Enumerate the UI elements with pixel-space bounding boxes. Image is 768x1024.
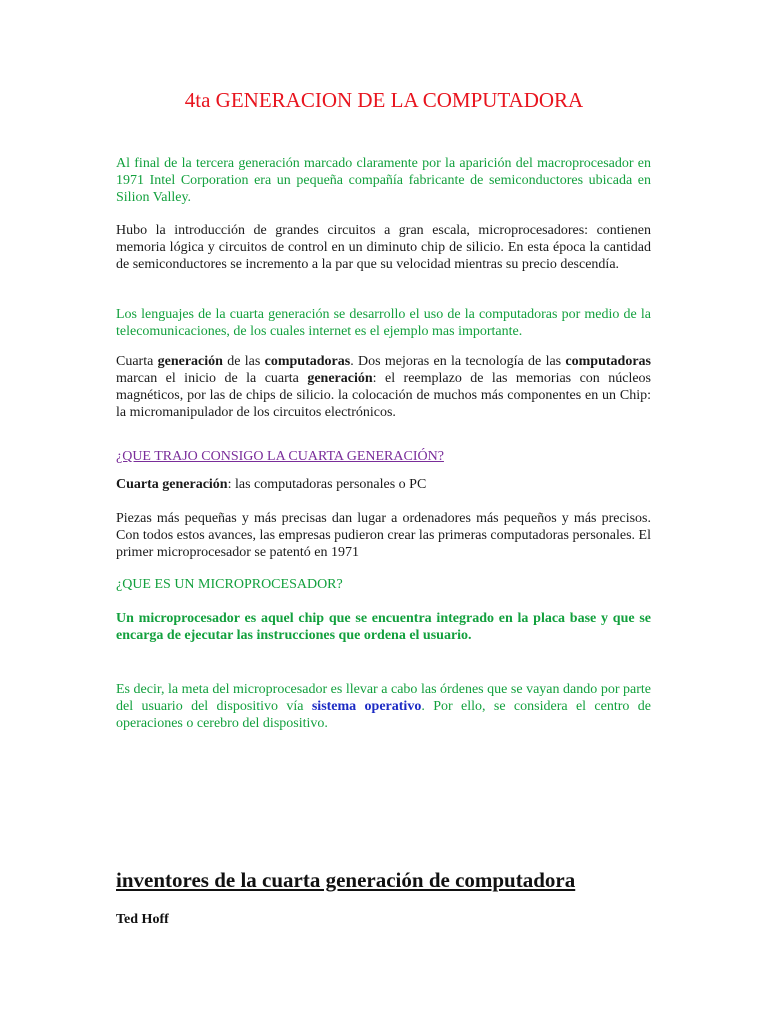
paragraph-microprocessor-definition: Un microprocesador es aquel chip que se encuentra integrado en la placa base y que se encarga de ejecutar las instrucciones que ordena el usuario. [116, 611, 651, 643]
text-run: . Dos mejoras en la tecnología de las [350, 354, 566, 369]
paragraph-circuits: Hubo la introducción de grandes circuitos a gran escala, microprocesadores: contienen memoria lógica y circuitos de control en un diminuto chip de silicio. En esta época la cantidad de semiconductores se incremento a la par que su velocidad mientras su precio descendía. [116, 223, 651, 272]
paragraph-fourth-generation [116, 353, 651, 421]
paragraph-languages: Los lenguajes de la cuarta generación se desarrollo el uso de la computadoras por medio de la telecomunicaciones, de los cuales internet es el ejemplo mas importante. [116, 307, 651, 339]
text-run: de las [222, 354, 265, 369]
question-heading-2: ¿QUE ES UN MICROPROCESADOR? [116, 577, 343, 592]
text-run: : las computadoras personales o PC [227, 477, 427, 492]
inventors-heading: inventores de la cuarta generación de computadora [116, 868, 576, 892]
text-run: : el reemplazo de las memorias con núcleos magnéticos, por las de chips de silicio. la colocación de muchos más componentes en un Chip: la micromanipulador de los circuitos electrónicos. [116, 371, 651, 420]
bold-run: computadoras [264, 354, 351, 369]
bold-run: Cuarta generación [116, 477, 228, 492]
paragraph-smaller-pieces: Piezas más pequeñas y más precisas dan lugar a ordenadores más pequeños y más precisos. Con todos estos avances, las empresas pudieron crear las primeras computadoras personales. El primer microprocesador se patentó en 1971 [116, 511, 651, 560]
inventor-name: Ted Hoff [116, 912, 169, 927]
bold-run: computadoras [565, 354, 651, 369]
bold-run: generación [157, 354, 223, 369]
text-run: Es decir, la meta del microprocesador es llevar a cabo las órdenes que se vayan dando por parte del usuario del dispositivo vía [116, 682, 651, 714]
text-run: . Por ello, se considera el centro de operaciones o cerebro del dispositivo. [116, 699, 651, 731]
operating-system-link[interactable]: sistema operativo [311, 699, 422, 714]
document-title: 4ta GENERACION DE LA COMPUTADORA [184, 88, 584, 112]
paragraph-intro: Al final de la tercera generación marcado claramente por la aparición del macroprocesador en 1971 Intel Corporation era un pequeña compañía fabricante de semiconductores ubicada en Silion Valley. [116, 156, 651, 205]
text-run: Cuarta [116, 354, 158, 369]
text-run: marcan el inicio de la cuarta [116, 371, 308, 386]
question-heading-1[interactable]: ¿QUE TRAJO CONSIGO LA CUARTA GENERACIÓN? [116, 449, 444, 464]
paragraph-pc [116, 476, 651, 493]
bold-run: generación [307, 371, 373, 386]
paragraph-microprocessor-goal [116, 681, 651, 732]
